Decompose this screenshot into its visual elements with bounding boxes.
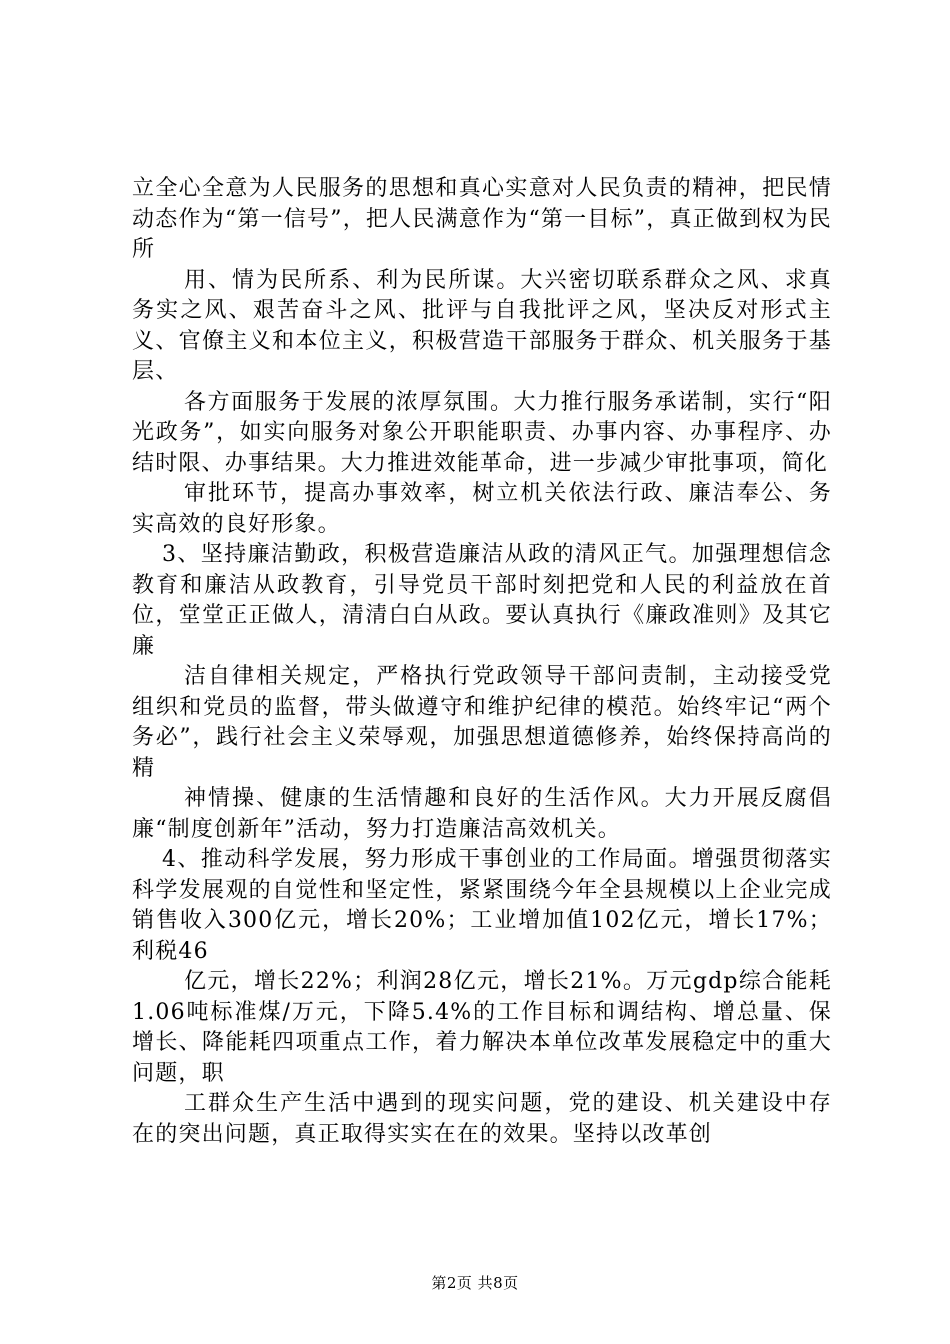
paragraph: 工群众生产生活中遇到的现实问题，党的建设、机关建设中存在的突出问题，真正取得实实在在的效果。坚持以改革创 [132,1091,832,1147]
body-text [132,174,832,1150]
paragraph: 神情操、健康的生活情趣和良好的生活作风。大力开展反腐倡廉“制度创新年”活动，努力打造廉洁高效机关。 [132,786,832,842]
paragraph: 亿元，增长22%；利润28亿元，增长21%。万元gdp综合能耗1.06吨标准煤/万元，下降5.4%的工作目标和调结构、增总量、保增长、降能耗四项重点工作，着力解决本单位改革发展稳定中的重大问题，职 [132,969,832,1086]
paragraph: 用、情为民所系、利为民所谋。大兴密切联系群众之风、求真务实之风、艰苦奋斗之风、批评与自我批评之风，坚决反对形式主义、官僚主义和本位主义，积极营造干部服务于群众、机关服务于基层、 [132,267,832,384]
paragraph: 立全心全意为人民服务的思想和真心实意对人民负责的精神，把民情动态作为“第一信号”，把人民满意作为“第一目标”，真正做到权为民所 [132,176,832,262]
paragraph: 洁自律相关规定，严格执行党政领导干部问责制，主动接受党组织和党员的监督，带头做遵守和维护纪律的模范。始终牢记“两个务必”，践行社会主义荣辱观，加强思想道德修养，始终保持高尚的精 [132,664,832,781]
paragraph: 各方面服务于发展的浓厚氛围。大力推行服务承诺制，实行“阳光政务”，如实向服务对象公开职能职责、办事内容、办事程序、办结时限、办事结果。大力推进效能革命，进一步减少审批事项，简化 [132,389,832,476]
numbered-paragraph: 3、坚持廉洁勤政，积极营造廉洁从政的清风正气。加强理想信念教育和廉洁从政教育，引导党员干部时刻把党和人民的利益放在首位，堂堂正正做人，清清白白从政。要认真执行《廉政准则》及其它廉 [132,542,832,659]
numbered-paragraph: 4、推动科学发展，努力形成干事创业的工作局面。增强贯彻落实科学发展观的自觉性和坚定性，紧紧围绕今年全县规模以上企业完成销售收入300亿元，增长20%；工业增加值102亿元，增长17%；利税46 [132,847,832,964]
paragraph: 审批环节，提高办事效率，树立机关依法行政、廉洁奉公、务实高效的良好形象。 [132,481,832,537]
page-number-footer: 第2页 共8页 [431,1274,519,1292]
